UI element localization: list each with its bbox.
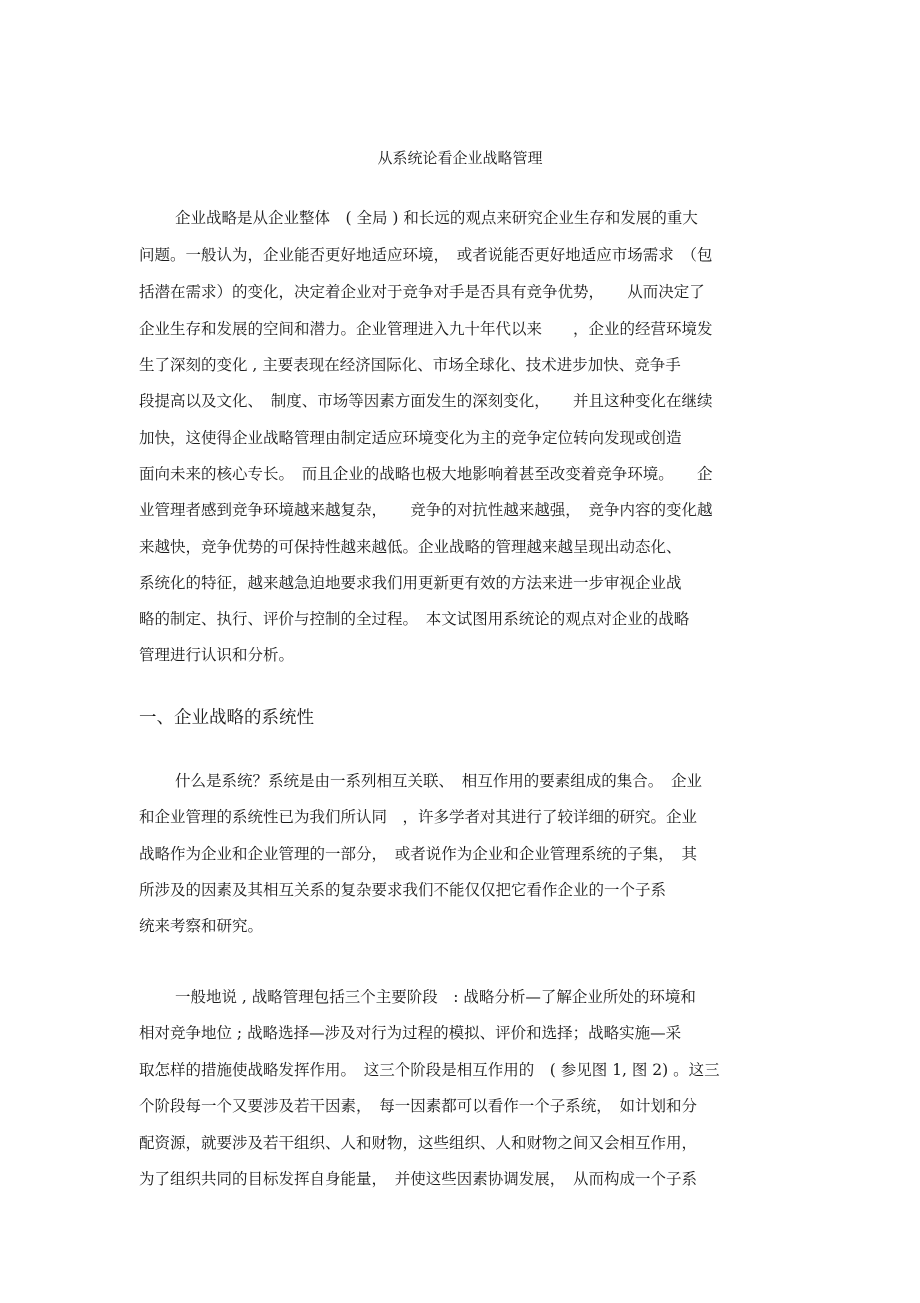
text-line: 括潜在需求）的变化，决定着企业对于竞争对手是否具有竞争优势， 从而决定了 [139,283,705,301]
text-line: 业管理者感到竞争环境越来越复杂， 竞争的对抗性越来越强， 竞争内容的变化越 [139,501,713,519]
text-line: 为了组织共同的目标发挥自身能量， 并使这些因素协调发展， 从而构成一个子系 [139,1170,698,1188]
text-line: 统来考察和研究。 [139,917,264,935]
text-line: 和企业管理的系统性已为我们所认同 ，许多学者对其进行了较详细的研究。企业 [139,808,698,826]
text-line: 面向未来的核心专长。 而且企业的战略也极大地影响着甚至改变着竞争环境。 企 [139,465,713,483]
text-line: 加快，这使得企业战略管理由制定适应环境变化为主的竞争定位转向发现或创造 [139,429,682,447]
text-line: 企业战略是从企业整体 ( 全局 ) 和长远的观点来研究企业生存和发展的重大 [175,209,698,227]
text-line: 取怎样的措施使战略发挥作用。 这三个阶段是相互作用的 ( 参见图 1, 图 2) 。这三 [139,1061,720,1079]
text-line: 什么是系统？系统是由一系列相互关联、 相互作用的要素组成的集合。 企业 [175,772,703,790]
section-heading: 一、企业战略的系统性 [139,708,314,728]
text-line: 企业生存和发展的空间和潜力。企业管理进入九十年代以来 ，企业的经营环境发 [139,320,713,338]
text-line: 问题。一般认为，企业能否更好地适应环境， 或者说能否更好地适应市场需求 （包 [139,246,713,264]
text-line: 相对竞争地位 ; 战略选择—涉及对行为过程的模拟、评价和选择；战略实施—采 [139,1024,682,1042]
text-line: 段提高以及文化、 制度、市场等因素方面发生的深刻变化， 并且这种变化在继续 [139,392,713,410]
text-line: 管理进行认识和分析。 [139,646,295,664]
text-line: 生了深刻的变化 , 主要表现在经济国际化、市场全球化、技术进步加快、竞争手 [139,356,681,374]
document-title: 从系统论看企业战略管理 [377,149,543,167]
text-line: 一般地说 , 战略管理包括三个主要阶段 : 战略分析—了解企业所处的环境和 [175,988,696,1006]
text-line: 略的制定、执行、评价与控制的全过程。 本文试图用系统论的观点对企业的战略 [139,610,690,628]
text-line: 配资源，就要涉及若干组织、人和财物，这些组织、人和财物之间又会相互作用， [139,1134,698,1152]
text-line: 战略作为企业和企业管理的一部分， 或者说作为企业和企业管理系统的子集， 其 [139,845,698,863]
text-line: 个阶段每一个又要涉及若干因素， 每一因素都可以看作一个子系统， 如计划和分 [139,1097,698,1115]
text-line: 系统化的特征，越来越急迫地要求我们用更新更有效的方法来进一步审视企业战 [139,574,682,592]
text-line: 所涉及的因素及其相互关系的复杂要求我们不能仅仅把它看作企业的一个子系 [139,881,667,899]
text-line: 来越快，竞争优势的可保持性越来越低。企业战略的管理越来越呈现出动态化、 [139,538,682,556]
